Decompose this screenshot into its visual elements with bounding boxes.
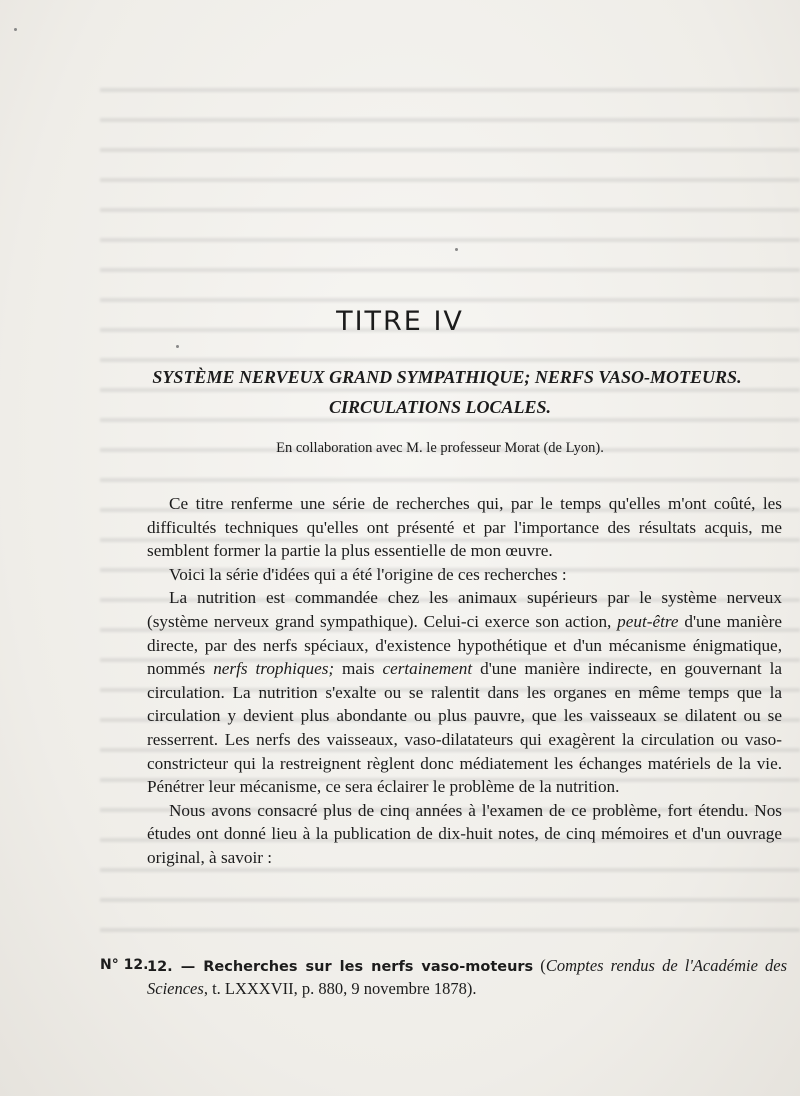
reference-marker: N° 12. [100,957,149,973]
italic-run: nerfs trophiques; [213,659,335,679]
reference-details: , t. LXXXVII, p. 880, 9 novembre 1878). [203,979,477,998]
paper-speck [14,28,17,31]
text-run: d'une manière indirecte, en gouvernant la circulation. La nutrition s'exalte ou se ralentit dans les organes en même temps que la circulation y devient plus abondante ou plus pauvre, que les vaisseaux se dilatent ou se resserrent. Les nerfs des vaisseaux, vaso-dilatateurs qui exagèrent la circulation ou vaso-constricteur qui la restreignent règlent donc médiatement les échanges matériels de la vie. Pénétrer leur mécanisme, ce sera éclairer le problème de la nutrition. [147,659,782,797]
collaboration-note: En collaboration avec M. le professeur Morat (de Lyon). [276,440,604,456]
italic-run: certainement [382,659,473,679]
italic-run: peut-être [617,611,679,631]
paragraph-nutrition [147,586,782,798]
reference-lead: 12. — Recherches sur les nerfs vaso-moteurs [147,959,534,975]
text-run: La nutrition est commandée chez les animaux supérieurs par le système nerveux (système nerveux grand sympathique). Celui-ci exerce son action, [147,588,782,631]
reference-entry [147,955,787,1000]
paper-speck [455,248,458,251]
paper-speck [176,345,179,348]
section-subtitle-line1: SYSTÈME NERVEUX GRAND SYMPATHIQUE; NERFS VASO-MOTEURS. [152,367,742,387]
paragraph-studies: Nous avons consacré plus de cinq années à l'examen de ce problème, fort étendu. Nos études ont donné lieu à la publication de dix-huit notes, de cinq mémoires et d'un ouvrage original, à savoir : [147,800,782,867]
text-run: mais [334,659,383,679]
reference-paren: ( [533,956,546,975]
section-title: TITRE IV [336,306,464,337]
text-run: d'une manière directe, par des nerfs spéciaux, d'existence hypothétique et d'un mécanisme énigmatique, nommés [147,611,783,679]
section-subtitle-line2: CIRCULATIONS LOCALES. [328,397,552,417]
body-text [147,492,782,870]
paragraph-intro: Ce titre renferme une série de recherches qui, par le temps qu'elles m'ont coûté, les difficultés techniques qu'elles ont présenté et par l'importance des résultats acquis, me semblent former la partie la plus essentielle de mon œuvre. [147,494,782,561]
reference-source: Comptes rendus de l'Académie des Sciences [147,956,787,998]
paragraph-ideas: Voici la série d'idées qui a été l'origine de ces recherches : [169,564,567,584]
